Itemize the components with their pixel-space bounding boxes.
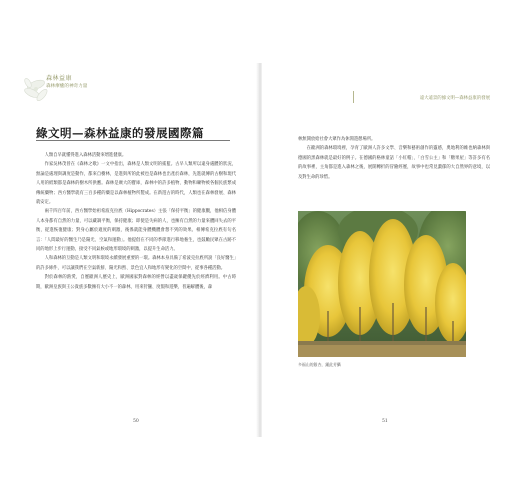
left-page-header (46, 75, 87, 90)
paragraph: 在歐洲的森林環境裡，孕育了歐洲人許多文學、音樂和藝術創作的靈感，奧地利的維也納森林與德國的黑森林就是最好的例子。在德國的格林童話「小紅帽」、「白雪公主」和「糖果屋」等許多有名的故事裡，主角都是進入森林之後，展開轉折的冒險經歷，故事中也常見濃郁的大自然界的意境，以及對生命的珍惜。 (298, 146, 490, 180)
book-spread (12, 63, 508, 437)
paragraph: 人和森林的互動是人類文明和環境永續發展重要的一環。森林本身具備了希波克拉底所說「良好醫生」的許多條件，可以讓我們在空氣新鮮、陽光和煦、景色宜人和地形有變化的空間中，從事各種活動。 (36, 256, 236, 271)
header-subtitle: 森林療癒的神奇力量 (46, 84, 88, 89)
chapter-title: 綠文明—森林益康的發展國際篇 (36, 126, 204, 140)
header-title: 森林益康 (46, 75, 73, 82)
right-body-text (298, 135, 490, 182)
left-body-text (36, 151, 236, 292)
ginkgo-forest-photo (298, 211, 466, 357)
paragraph: 作家吳林茂曾在《森林之歌》一文中指出，森林是人類文明的搖籃。古早人類所以遠身處體的狀況，無論是處理與調度是動作，都來自樹林，是進與所的此被也是森林也出產於森林，先進就傳的古樹和現代人用的紙類都是森林的樹木所供應。森林是廣大的寶庫，森林中的許多植物、動物和礦物被各個民族繁成傳統藥物；西方醫學就有三百多種的藥是以森林植物所製成。在新遊古的時代，人類也在森林發展、森林就安定。 (36, 162, 236, 206)
forest-image (298, 211, 466, 357)
left-page (12, 63, 258, 437)
right-page (262, 63, 508, 437)
page-number: 50 (133, 419, 139, 424)
right-page-header: 遠大遠景的綠文明—森林益康的發展 (419, 96, 490, 101)
title-divider (36, 140, 230, 141)
page-number: 51 (382, 419, 388, 424)
paragraph: 林無開放給社會大眾作為休閒遊憩場所。 (298, 137, 376, 142)
paragraph: 兩千四百年前，西方醫學始祖希波克拉底（Hippocrates）主張「保持平衡」的健康觀，他相信身體人本身都有自然的力量，可以藏調平衡，保持健康；即使是失病的人，也擁有自然的力量來體回失去的平衡，從進恢復健康；對身心屬於適度的刺激，後係就能身體機體會想不到的效果。相傳希克拉底有句名言：「人間最好的醫生乃是陽光、空氣和運動」。他提倡在不同的季節進行移地養生，也鼓勵民眾在古跡不同的地形上步行運動，接受不同氣候或地形環境的刺激，以提升生命活力。 (36, 209, 236, 253)
paragraph: 人類自早就懂得進入森林活動來增進健康。 (44, 153, 127, 158)
photo-caption: 多福山的銀杏，鍾此芳攝 (298, 362, 341, 367)
paragraph: 對於森林的熱愛，自歷歐洲人歷史上，歐洲國家對森林的經營以盡歲保鍵優先於經濟利用。中古時期，歐洲皇族與王公貴族多數擁有大小不一的森林，用來狩獵、度假和遊樂，普遍解體後，森 (36, 275, 236, 290)
header-accent-bar (353, 91, 354, 103)
